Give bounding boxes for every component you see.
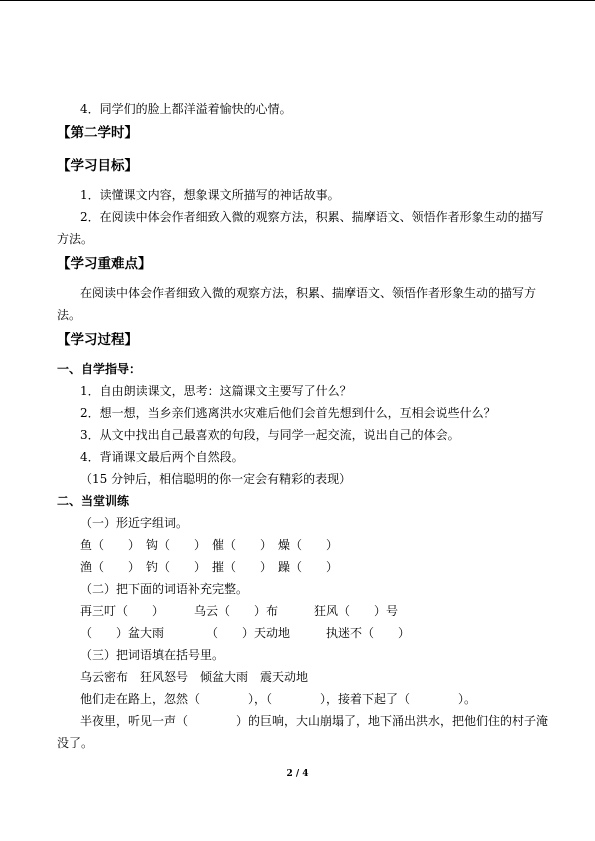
question-4: 4．背诵课文最后两个自然段。 [80, 450, 244, 464]
subsection-class-practice: 二、当堂训练 [57, 494, 130, 508]
exercise-3-sentence-2-line-2: 没了。 [57, 736, 94, 750]
question-1: 1．自由朗读课文，思考：这篇课文主要写了什么？ [80, 384, 352, 398]
section-heading-process: 【学习过程】 [57, 332, 138, 348]
exercise-2-title: （二）把下面的词语补充完整。 [80, 582, 249, 596]
key-point-line-1: 在阅读中体会作者细致入微的观察方法，积累、揣摩语文、领悟作者形象生动的描写方 [80, 286, 537, 300]
exercise-1-title: （一）形近字组词。 [80, 516, 189, 530]
goal-2-line-2: 方法。 [57, 232, 94, 246]
question-3: 3．从文中找出自己最喜欢的句段，与同学一起交流，说出自己的体会。 [80, 428, 460, 442]
exercise-2-row-1: 再三叮（ ） 乌云（ ）布 狂风（ ）号 [80, 604, 399, 618]
page-number: 2 / 4 [286, 769, 309, 779]
goal-2-line-1: 2．在阅读中体会作者细致入微的观察方法，积累、揣摩语文、领悟作者形象生动的描写 [80, 210, 544, 224]
key-point-line-2: 法。 [57, 308, 82, 322]
section-heading-key-points: 【学习重难点】 [57, 256, 152, 272]
exercise-3-sentence-1: 他们走在路上，忽然（ ），（ ），接着下起了（ ）。 [80, 692, 477, 706]
section-heading-second-period: 【第二学时】 [57, 125, 138, 141]
exercise-1-row-2: 渔（ ） 钓（ ） 摧（ ） 躁（ ） [80, 560, 339, 574]
exercise-3-title: （三）把词语填在括号里。 [80, 648, 225, 662]
exercise-1-row-1: 鱼（ ） 钩（ ） 催（ ） 燥（ ） [80, 538, 339, 552]
question-note: （15 分钟后，相信聪明的你一定会有精彩的表现） [80, 472, 352, 486]
text-line-4: 4．同学们的脸上都洋溢着愉快的心情。 [80, 102, 292, 116]
question-2: 2．想一想，当乡亲们逃离洪水灾难后他们会首先想到什么，互相会说些什么？ [80, 406, 496, 420]
subsection-self-study: 一、自学指导： [57, 362, 142, 376]
exercise-3-sentence-2-line-1: 半夜里，听见一声（ ）的巨响，大山崩塌了，地下涌出洪水，把他们住的村子淹 [80, 714, 549, 728]
exercise-2-row-2: （ ）盆大雨 （ ）天动地 执迷不（ ） [80, 626, 411, 640]
exercise-3-word-bank: 乌云密布 狂风怒号 倾盆大雨 震天动地 [80, 670, 309, 684]
goal-1: 1．读懂课文内容，想象课文所描写的神话故事。 [80, 188, 340, 202]
section-heading-learning-goals: 【学习目标】 [57, 158, 138, 174]
top-border-line [0, 0, 595, 1]
